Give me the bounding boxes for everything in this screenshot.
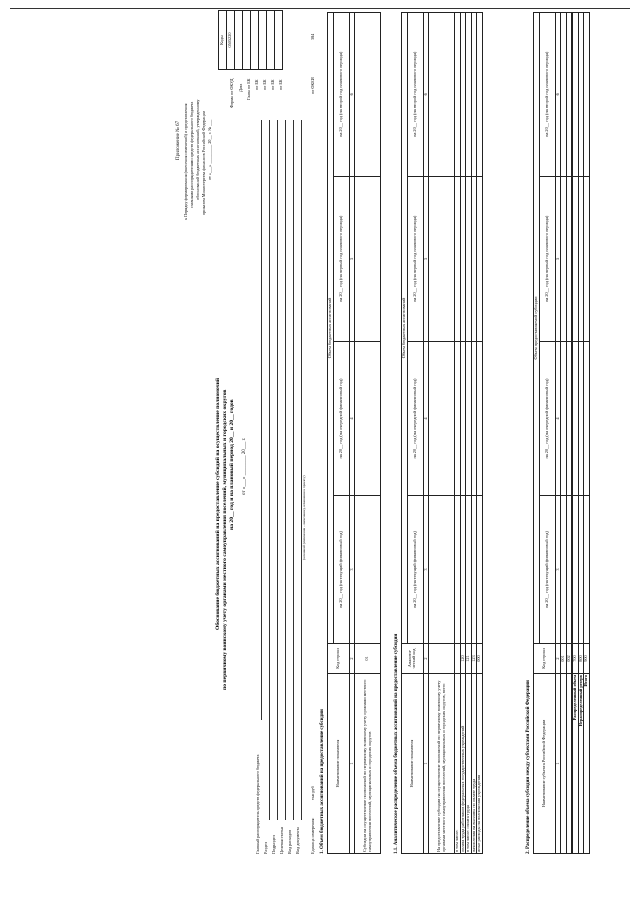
units-value: тыс руб: [310, 786, 315, 800]
col-num: 4: [555, 342, 561, 496]
col-num: 1: [349, 674, 355, 854]
row-code: 120: [460, 644, 466, 674]
row-name: Нераспределенный резерв: [578, 674, 584, 854]
col-num: 3: [349, 495, 355, 643]
appendix-line: приказом Министерства финансов Российской Федерации: [201, 110, 206, 215]
code-label: по БК: [262, 79, 267, 90]
row-code: 800: [578, 644, 584, 674]
col-num: 2: [555, 644, 561, 674]
codes-table: [218, 10, 283, 70]
col-header: на 20__ год (на первый год планового периода): [407, 176, 423, 342]
row-code: 123: [471, 644, 477, 674]
col-num: 1: [555, 674, 561, 854]
col-num: 4: [349, 342, 355, 496]
col-header: на 20__ год (на второй год планового периода): [333, 13, 349, 177]
col-num: 2: [349, 644, 355, 674]
form-title-line2: по первичному воинскому учету органами местного самоуправления поселений, муниципальных и городских округов: [222, 389, 228, 690]
field-label: Подраздел: [271, 835, 276, 854]
codes-head: Коды: [219, 11, 227, 70]
col-header: на 20__ год (на второй год планового периода): [407, 13, 423, 177]
col-num: 3: [555, 495, 561, 643]
field-label: Целевая статья: [279, 827, 284, 854]
row-name: Итого: [584, 674, 590, 854]
col-num: 6: [349, 13, 355, 177]
col-header: на 20__ год (на текущий финансовый год): [407, 495, 423, 643]
field-label: Раздел: [263, 842, 268, 854]
col-header: на 20__ год (на второй год планового периода): [539, 13, 555, 177]
row-code: 121: [466, 644, 472, 674]
col-num: 5: [555, 176, 561, 342]
appendix-line: к Порядку формирования (внесения изменений) и представления: [183, 103, 188, 220]
code-value: [243, 11, 251, 70]
col-header: на 20__ год (на очередной финансовый год): [407, 342, 423, 496]
section1-heading: 1. Объем бюджетных ассигнований на предоставление субсидии: [320, 709, 325, 854]
appendix-line: от «___» _________ 20__ г. № ___: [207, 119, 212, 180]
appendix-line: обоснований бюджетных ассигнований, утвержденному: [195, 99, 200, 200]
row-code: [429, 644, 455, 674]
row-code: 002: [566, 644, 572, 674]
col-num: 6: [423, 13, 429, 177]
row-code: 000: [477, 644, 483, 674]
code-value: 0505220: [227, 11, 235, 70]
form-date: от «___» ________ 20___ г.: [242, 437, 247, 495]
col-header: Наименование показателя: [328, 674, 350, 854]
row-name: оплата труда работников федеральных государственных учреждений: [460, 674, 466, 854]
section11-heading: 1.1. Аналитическое распределение объема бюджетных ассигнований на предоставление субсидии: [394, 633, 399, 854]
section2-table: [533, 12, 590, 854]
code-label: по БК: [254, 79, 259, 90]
col-header: Наименование показателя: [402, 674, 424, 854]
col-header: Наименование субъекта Российской Федерации: [534, 674, 556, 854]
appendix-number: Приложение № 67: [176, 120, 181, 160]
code-label: Глава по БК: [246, 78, 251, 100]
row-code: 900: [584, 644, 590, 674]
row-code: 01: [355, 644, 381, 674]
field-label: Вид документа: [295, 827, 300, 854]
col-header: на 20__ год (на первый год планового периода): [333, 176, 349, 342]
group-header: Объем бюджетных ассигнований: [402, 13, 408, 644]
code-value: [251, 11, 259, 70]
row-name: иные расходы на полномочия учреждения: [477, 674, 483, 854]
code-value: [275, 11, 283, 70]
col-num: 4: [423, 342, 429, 496]
col-header: на 20__ год (на первый год планового периода): [539, 176, 555, 342]
section1-table: [327, 12, 381, 854]
field-note: (основной (изменения – окончание), изменения к проекту): [302, 475, 306, 560]
field-label: Главный распорядитель средств федерального бюджета: [255, 754, 260, 854]
col-header: на 20__ год (на текущий финансовый год): [333, 495, 349, 643]
col-num: 6: [555, 13, 561, 177]
code-value: [235, 11, 243, 70]
col-header: на 20__ год (на очередной финансовый год): [333, 342, 349, 496]
row-name: Субсидии на осуществление полномочий по первичному воинскому учету органами местного самоуправления поселений, муниципальных и городских округов: [355, 674, 381, 854]
section11-table: [401, 12, 483, 854]
form-title-line3: на 20__ год и на плановый период 20__ и 20__ годов: [229, 399, 235, 530]
row-name: Распределенный объем: [573, 674, 579, 854]
col-header: Код строки: [328, 644, 350, 674]
row-name: в том числе:: [455, 674, 461, 854]
col-num: 1: [423, 674, 429, 854]
col-num: 2: [423, 644, 429, 674]
row-name: На предоставление субсидии на осуществление полномочий по первичному воинскому учету органами местного самоуправления поселений, муниципальных и городских округов, всего: [429, 674, 455, 854]
code-label: Форма по ОКУД: [229, 78, 234, 108]
col-header: на 20__ год (на очередной финансовый год): [539, 342, 555, 496]
okei-label: по ОКЕИ: [310, 77, 315, 94]
row-name: начисления на выплаты по оплате труда: [471, 674, 477, 854]
units-label: Единица измерения:: [310, 817, 315, 854]
col-num: 5: [423, 176, 429, 342]
field-label: Вид расходов: [287, 829, 292, 854]
okei-value: 384: [310, 33, 315, 40]
col-num: 3: [423, 495, 429, 643]
col-header: на 20__ год (на текущий финансовый год): [539, 495, 555, 643]
form-title: Обоснование бюджетных ассигнований на предоставление субсидий на осуществление полномочий: [215, 377, 221, 630]
group-header: Объем предоставляемой субсидии: [534, 13, 540, 644]
row-code: 700: [573, 644, 579, 674]
row-name: в том числе: оплата труда: [466, 674, 472, 854]
code-label: по БК: [270, 79, 275, 90]
section2-heading: 2. Распределение объема субсидии между субъектами Российской Федерации: [526, 680, 531, 854]
appendix-line: главными распорядителями средств федерального бюджета: [189, 101, 194, 208]
col-num: 5: [349, 176, 355, 342]
group-header: Объем бюджетных ассигнований: [328, 13, 334, 644]
code-value: [267, 11, 275, 70]
col-header: Код строки: [534, 644, 556, 674]
code-label: по БК: [278, 79, 283, 90]
code-label: Дата: [238, 83, 243, 92]
row-code: 001: [561, 644, 567, 674]
rotated-form-sheet: [170, 0, 640, 860]
col-header: Аналити-ческий код: [402, 644, 424, 674]
code-value: [259, 11, 267, 70]
